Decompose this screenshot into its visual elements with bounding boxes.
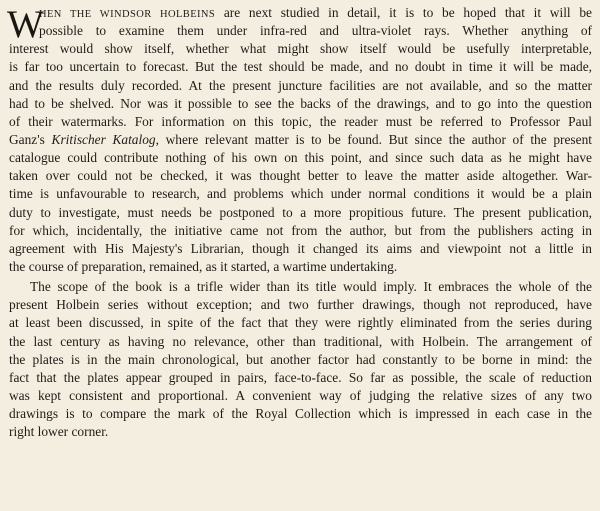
line-text: are next studied in detail, it is to be hoped that it will be (215, 5, 593, 20)
paragraph-2 (9, 278, 592, 441)
paragraph-2-line-7: was kept consistent and proportional. A convenient way of judging the relative sizes of any two (9, 387, 592, 403)
paragraph-1-line-14: agreement with His Majesty's Librarian, though it changed its aims and viewpoint not a little in (9, 240, 592, 256)
paragraph-1-line-2: possible to examine them under infra-red and ultra-violet rays. Whether anything of (39, 23, 592, 39)
drop-cap: W (7, 3, 44, 46)
paragraph-1-line-15: the course of preparation, remained, as it started, a wartime undertaking. (9, 258, 398, 274)
paragraph-2-line-9: right lower corner. (9, 424, 109, 440)
paragraph-1-line-11: time is unfavourable to research, and problems which under normal conditions it would be a plain (9, 186, 592, 202)
line-text: , where relevant matter is to be found. But since the author of the present (155, 131, 592, 147)
paragraph-2-line-8: drawings is to compare the mark of the Royal Collection which is impressed in each case in the (9, 406, 592, 422)
paragraph-1-line-9: catalogue could contribute nothing of his own on this point, and since such data as he might have (9, 150, 592, 166)
paragraph-1-line-5: and the results duly recorded. At the present juncture facilities are not available, and so the matter (9, 77, 592, 93)
paragraph-1-line-7: of their watermarks. For information on this topic, the reader must be referred to Professor Paul (9, 113, 592, 129)
paragraph-2-line-5: the plates is in the main chronological, but another factor had constantly to be borne in mind: the (9, 351, 592, 367)
paragraph-1-line-3: interest would show itself, whether what might show itself would be usefully interpretable, (9, 41, 592, 57)
paragraph-1-line-12: duty to investigate, must needs be postponed to a more propitious future. The present publication, (9, 204, 592, 220)
paragraph-2-line-4: the last century as having no relevance, other than traditional, with Holbein. The arrangement of (9, 333, 592, 349)
paragraph-1-line-6: had to be shelved. Nor was it possible to see the backs of the drawings, and to go into the question (9, 95, 592, 111)
lead-smallcaps: HEN THE WINDSOR HOLBEINS (39, 9, 216, 20)
paragraph-1-line-13: for which, incidentally, the initiative came not from the author, but from the publishers acting in (9, 222, 592, 238)
paragraph-2-line-3: at least been discussed, in spite of the fact that they were rightly eliminated from the series during (9, 315, 592, 331)
line-text: Ganz's (9, 131, 52, 147)
book-title: Kritischer Katalog (51, 131, 156, 147)
paragraph-1-line-8 (9, 131, 592, 149)
paragraph-1 (9, 4, 592, 276)
paragraph-2-line-1: The scope of the book is a trifle wider than its title would imply. It embraces the whole of the (30, 279, 592, 295)
paragraph-1-line-10: taken over could not be checked, it was thought better to leave the matter aside altogether. War- (9, 168, 592, 184)
paragraph-2-line-6: fact that the plates appear grouped in pairs, face-to-face. So far as possible, the scale of reduction (9, 369, 592, 385)
paragraph-2-line-2: present Holbein series without exception; and two further drawings, though not reproduced, have (9, 297, 592, 313)
paragraph-1-line-4: is far too uncertain to forecast. But the test should be made, and no doubt in time it will be made, (9, 59, 592, 75)
